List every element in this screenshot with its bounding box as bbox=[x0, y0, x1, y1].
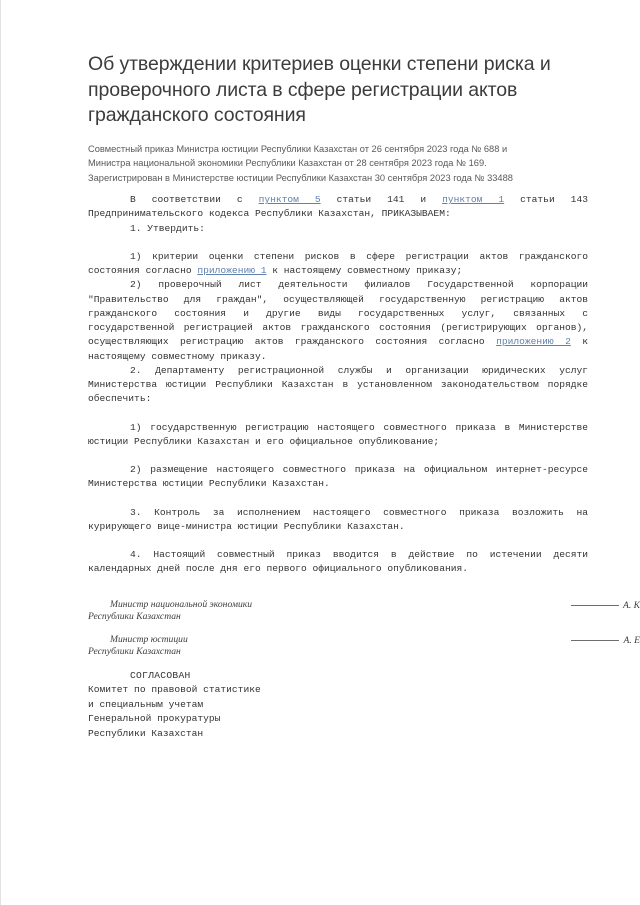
paragraph-preamble bbox=[88, 193, 588, 221]
signature-post-minister-justice bbox=[88, 634, 640, 659]
link-prilozhenie-2[interactable]: приложению 2 bbox=[496, 336, 571, 348]
signature-post-line-1: Министр юстиции bbox=[110, 633, 188, 645]
preamble-lead-text: В соответствии с bbox=[130, 194, 259, 206]
link-punkt-5[interactable]: пунктом 5 bbox=[258, 194, 321, 206]
signature-post-line-2: Республики Казахстан bbox=[88, 611, 181, 623]
signature-row-minister-justice bbox=[88, 634, 640, 662]
signature-rule bbox=[571, 640, 619, 641]
item-1-sub-2-tail: к настоящему совместному приказу. bbox=[88, 336, 589, 362]
signature-name-text: А. К bbox=[622, 599, 640, 611]
signature-row-minister-economy bbox=[88, 599, 640, 627]
signature-post-minister-economy bbox=[88, 599, 640, 624]
paragraph-item-4: 4. Настоящий совместный приказ вводится в действие по истечении десяти календарных дней после дня его первого официального опубликования. bbox=[88, 549, 588, 575]
approval-line-4: Республики Казахстан bbox=[88, 728, 204, 740]
paragraph-item-1-sub-2 bbox=[88, 278, 588, 363]
paragraph-item-2-sub-2: 2) размещение настоящего совместного приказа на официальном интернет-ресурсе Министерства юстиции Республики Казахстан. bbox=[88, 464, 588, 490]
page-title: Об утверждении критериев оценки степени риска и проверочного листа в сфере регистрации актов гражданского состояния bbox=[88, 53, 551, 126]
signature-name-minister-economy bbox=[571, 600, 640, 613]
paragraph-item-2-sub-1: 1) государственную регистрацию настоящего совместного приказа в Министерстве юстиции Республики Казахстан и его официальное опубликование; bbox=[88, 421, 588, 447]
approval-heading: СОГЛАСОВАН bbox=[130, 669, 191, 681]
signature-name-text: А. Е bbox=[623, 634, 640, 646]
item-1-sub-1-tail: к настоящему совместному приказу; bbox=[266, 265, 463, 277]
document-metadata: Совместный приказ Министра юстиции Республики Казахстан от 26 сентября 2023 года № 688 и Министра национальной экономики Республики Казахстан от 28 сентября 2023 года № 169. Зарегистрирован в Министерстве юстиции Республики Казахстан 30 сентября 2023 года № 33488 bbox=[88, 143, 513, 183]
paragraph-item-3: 3. Контроль за исполнением настоящего совместного приказа возложить на курирующего вице-министра юстиции Республики Казахстан. bbox=[88, 506, 588, 532]
document-body bbox=[88, 193, 588, 576]
signature-name-minister-justice bbox=[571, 635, 640, 648]
signature-post-line-1: Министр национальной экономики bbox=[110, 598, 253, 610]
approval-line-1: Комитет по правовой статистике bbox=[88, 684, 261, 696]
item-1-sub-1-lead: 1) критерии оценки степени рисков в сфере регистрации актов гражданского состояния согласно bbox=[88, 251, 588, 277]
link-punkt-1[interactable]: пунктом 1 bbox=[442, 194, 505, 206]
approval-block bbox=[88, 669, 588, 742]
approval-line-2: и специальным учетам bbox=[88, 698, 204, 710]
signature-rule bbox=[571, 605, 619, 606]
paragraph-item-1-sub-1 bbox=[88, 250, 588, 278]
signature-post-line-2: Республики Казахстан bbox=[88, 646, 181, 658]
document-content bbox=[88, 52, 640, 742]
signature-block bbox=[88, 599, 640, 662]
paragraph-item-2: 2. Департаменту регистрационной службы и организации юридических услуг Министерства юстиции Республики Казахстан в установленном законодательством порядке обеспечить: bbox=[88, 364, 588, 405]
link-prilozhenie-1[interactable]: приложению 1 bbox=[197, 265, 267, 277]
preamble-mid-text-1: статьи 141 и bbox=[320, 194, 443, 206]
page-left-border bbox=[0, 0, 1, 905]
preamble-mid-text-2: статьи 143 Предпринимательского кодекса Республики Казахстан, ПРИКАЗЫВАЕМ: bbox=[88, 194, 588, 220]
approval-line-3: Генеральной прокуратуры bbox=[88, 713, 221, 725]
item-1-sub-2-lead: 2) проверочный лист деятельности филиалов Государственной корпорации "Правительство для граждан", осуществляющей государственную регистрацию актов гражданского состояния и другие виды государственных услуг, связанных с государственной регистрацией актов гражданского состояния (регистрирующих органов), осуществляющих регистрацию актов гражданского состояния согласно bbox=[88, 279, 588, 348]
paragraph-item-1: 1. Утвердить: bbox=[130, 222, 205, 234]
